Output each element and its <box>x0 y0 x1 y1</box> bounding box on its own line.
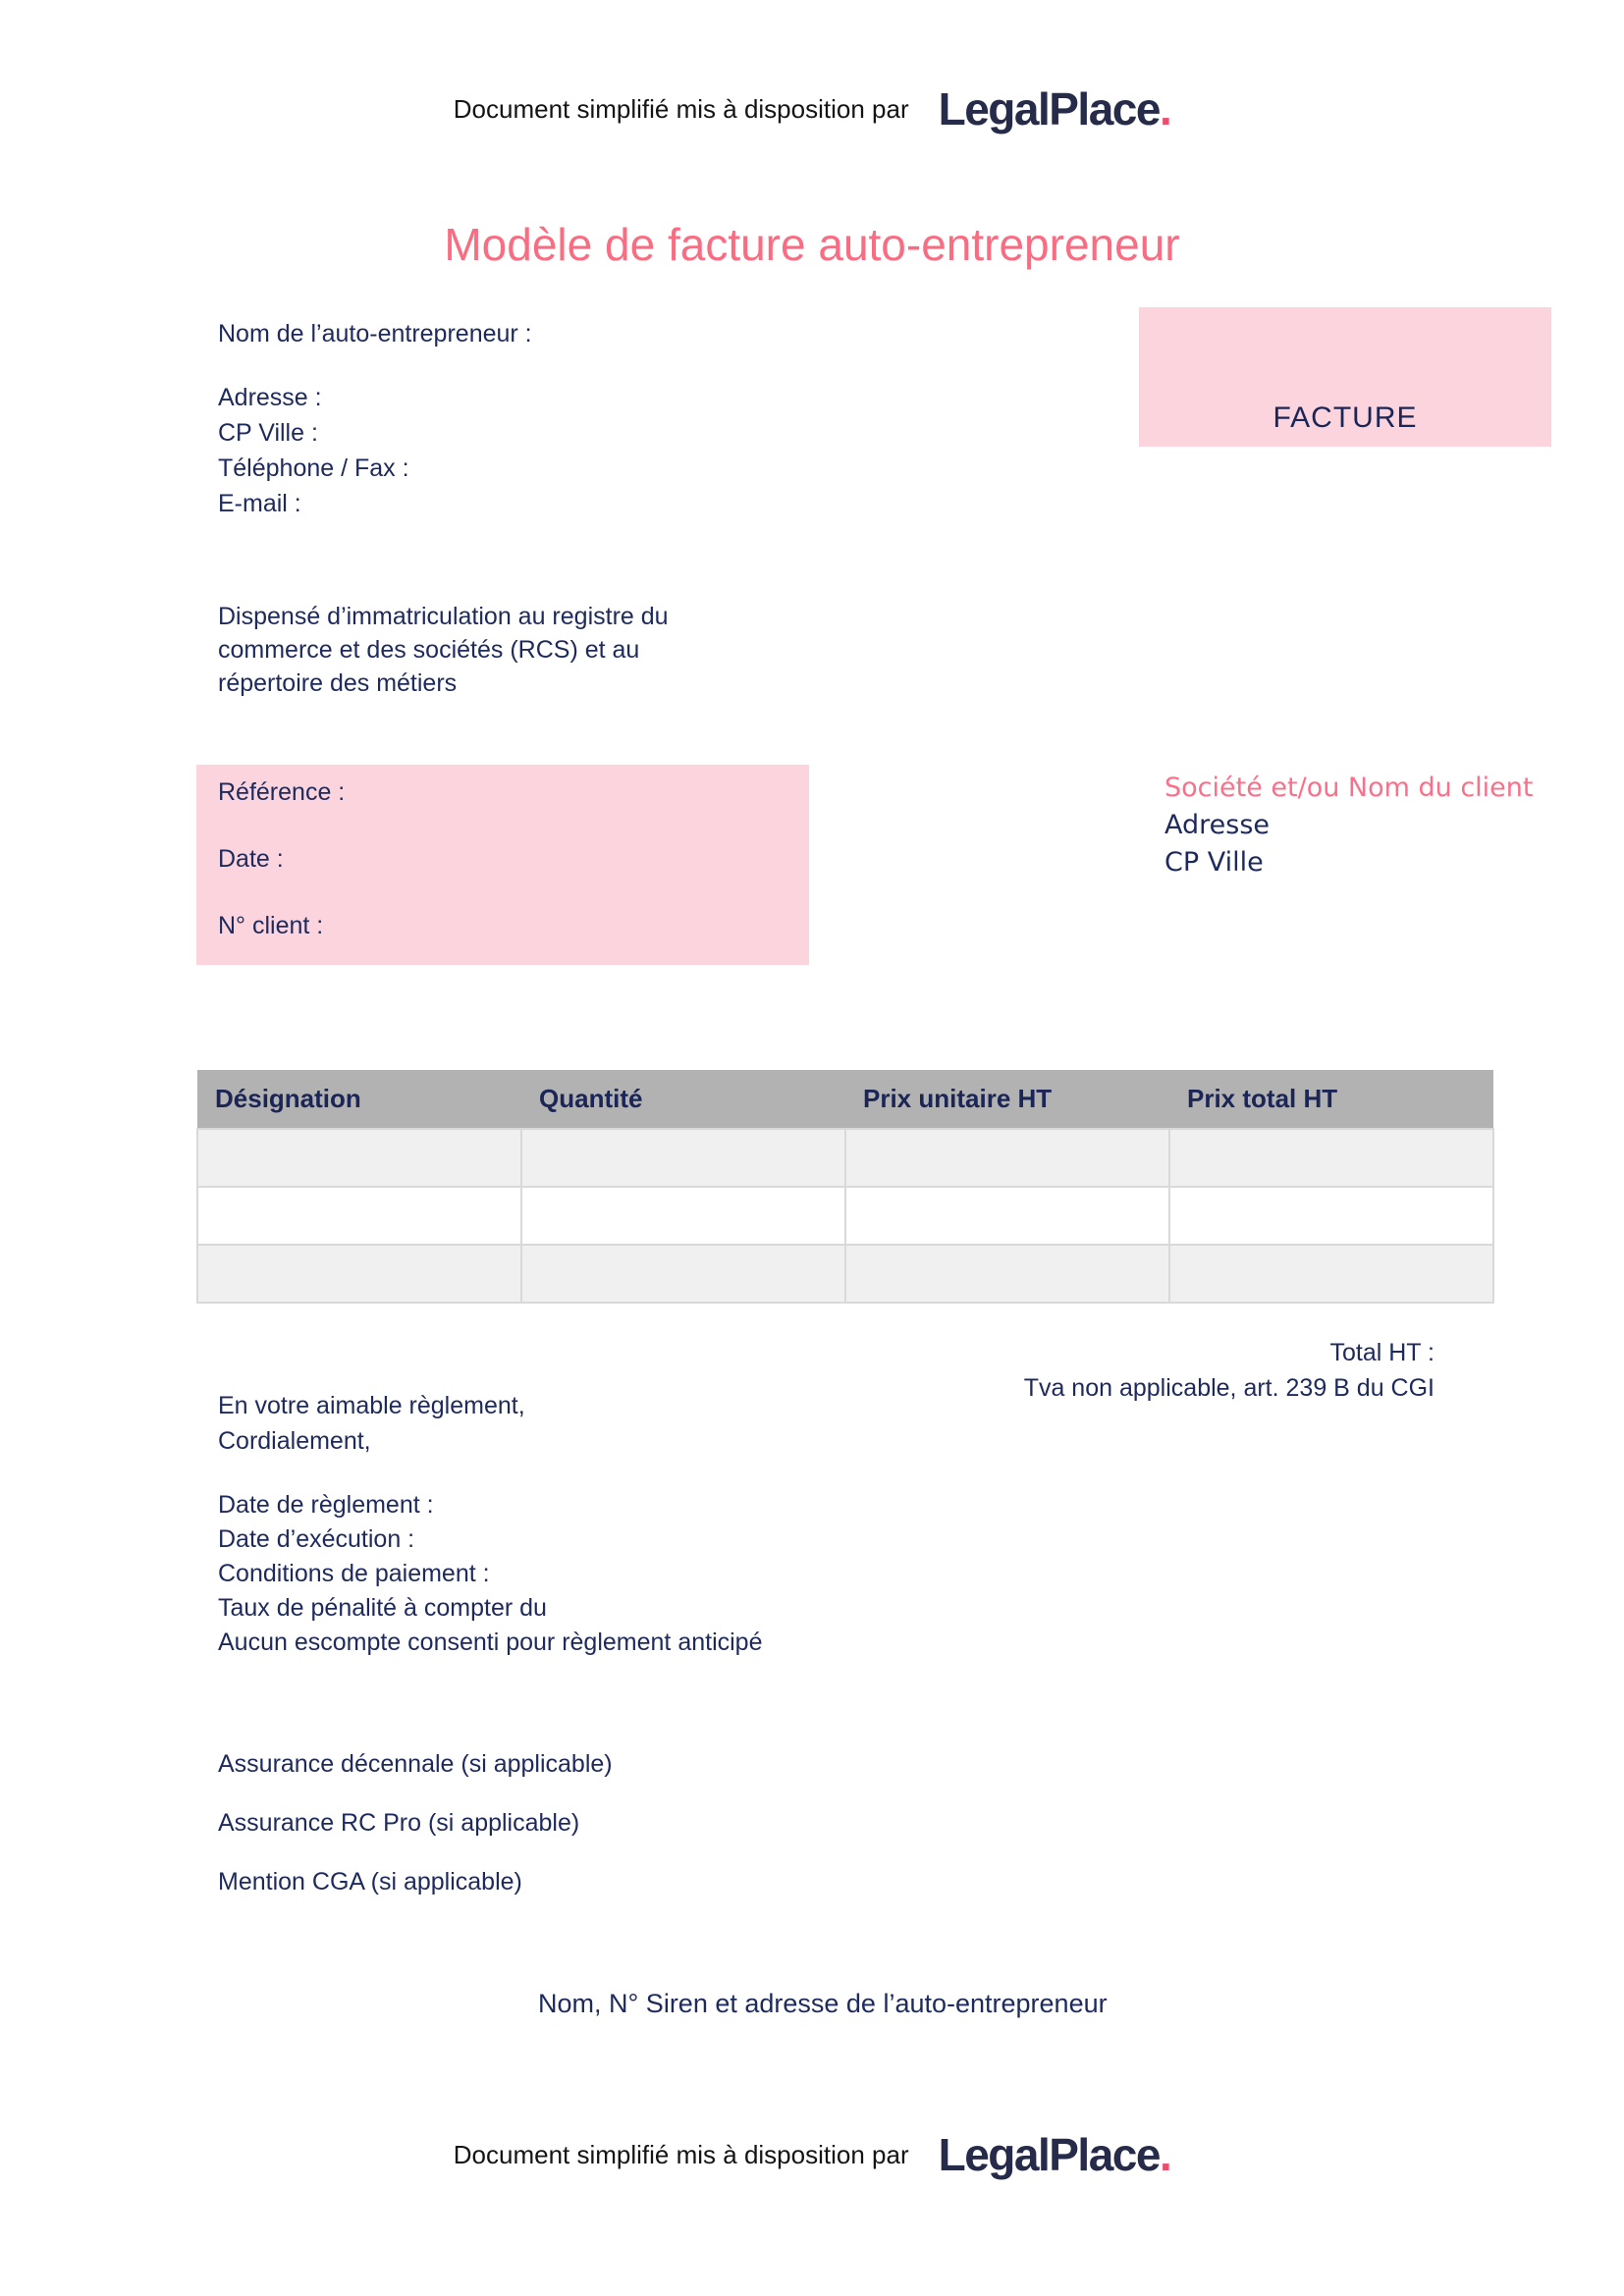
dispense-line-2: commerce et des sociétés (RCS) et au <box>218 636 640 664</box>
entrepreneur-contact-group <box>218 380 532 521</box>
legalplace-logo <box>938 83 1171 134</box>
table-cell <box>1169 1129 1493 1187</box>
entrepreneur-email-label: E-mail : <box>218 490 301 517</box>
dispense-paragraph <box>218 600 669 700</box>
payment-conditions-block <box>218 1488 763 1660</box>
assurance-rc-pro: Assurance RC Pro (si applicable) <box>218 1809 580 1837</box>
tva-note: Tva non applicable, art. 239 B du CGI <box>1023 1374 1435 1402</box>
condition-taux-penalite: Taux de pénalité à compter du <box>218 1594 547 1622</box>
entrepreneur-info-block <box>218 316 532 521</box>
entrepreneur-city-label: CP Ville : <box>218 419 318 447</box>
table-row <box>197 1129 1493 1187</box>
client-address-label: Adresse <box>1164 810 1270 840</box>
dispense-line-3: répertoire des métiers <box>218 669 458 697</box>
closing-line-2: Cordialement, <box>218 1427 371 1455</box>
client-number-label: N° client : <box>218 912 324 939</box>
entrepreneur-name-label: Nom de l’auto-entrepreneur : <box>218 320 532 347</box>
assurance-decennale: Assurance décennale (si applicable) <box>218 1750 613 1778</box>
siren-line: Nom, N° Siren et adresse de l’auto-entrepreneur <box>538 1989 1108 2018</box>
totals-block <box>1024 1335 1435 1406</box>
entrepreneur-phone-label: Téléphone / Fax : <box>218 454 409 482</box>
legalplace-logo-dot: . <box>1159 83 1171 134</box>
table-cell <box>197 1245 521 1303</box>
items-table-header-row <box>197 1070 1493 1129</box>
table-cell <box>845 1187 1169 1245</box>
footer-attribution <box>0 2129 1624 2180</box>
table-cell <box>845 1129 1169 1187</box>
reference-box <box>196 765 809 965</box>
closing-block <box>218 1388 525 1459</box>
table-cell <box>197 1129 521 1187</box>
total-ht-label: Total HT : <box>1329 1339 1435 1366</box>
facture-label: FACTURE <box>1272 401 1418 434</box>
header-attribution <box>0 83 1624 134</box>
client-block <box>1164 770 1534 881</box>
reference-label: Référence : <box>218 778 346 806</box>
closing-line-1: En votre aimable règlement, <box>218 1392 525 1419</box>
footer-attribution-text: Document simplifié mis à disposition par <box>453 2139 909 2169</box>
dispense-line-1: Dispensé d’immatriculation au registre du <box>218 603 669 630</box>
condition-date-execution: Date d’exécution : <box>218 1525 415 1553</box>
header-attribution-text: Document simplifié mis à disposition par <box>453 93 909 124</box>
column-header-designation: Désignation <box>197 1070 521 1129</box>
table-cell <box>521 1129 845 1187</box>
client-heading: Société et/ou Nom du client <box>1164 773 1534 803</box>
column-header-prix-unitaire: Prix unitaire HT <box>845 1070 1169 1129</box>
table-cell <box>521 1245 845 1303</box>
table-cell <box>197 1187 521 1245</box>
condition-conditions-paiement: Conditions de paiement : <box>218 1560 490 1587</box>
table-cell <box>1169 1187 1493 1245</box>
entrepreneur-address-label: Adresse : <box>218 384 322 411</box>
date-label: Date : <box>218 845 284 873</box>
client-city-label: CP Ville <box>1164 847 1264 878</box>
column-header-quantite: Quantité <box>521 1070 845 1129</box>
column-header-prix-total: Prix total HT <box>1169 1070 1493 1129</box>
mention-cga: Mention CGA (si applicable) <box>218 1868 522 1896</box>
legalplace-logo <box>938 2129 1171 2180</box>
condition-escompte: Aucun escompte consenti pour règlement anticipé <box>218 1629 763 1656</box>
condition-date-reglement: Date de règlement : <box>218 1491 434 1519</box>
assurances-block <box>218 1750 613 1927</box>
legalplace-logo-dot: . <box>1159 2129 1171 2180</box>
table-row <box>197 1245 1493 1303</box>
table-cell <box>1169 1245 1493 1303</box>
facture-box <box>1139 307 1551 447</box>
page-title: Modèle de facture auto-entrepreneur <box>444 219 1180 270</box>
table-cell <box>521 1187 845 1245</box>
table-cell <box>845 1245 1169 1303</box>
legalplace-logo-text: LegalPlace <box>938 2129 1160 2180</box>
items-table <box>196 1070 1494 1304</box>
table-row <box>197 1187 1493 1245</box>
legalplace-logo-text: LegalPlace <box>938 83 1160 134</box>
